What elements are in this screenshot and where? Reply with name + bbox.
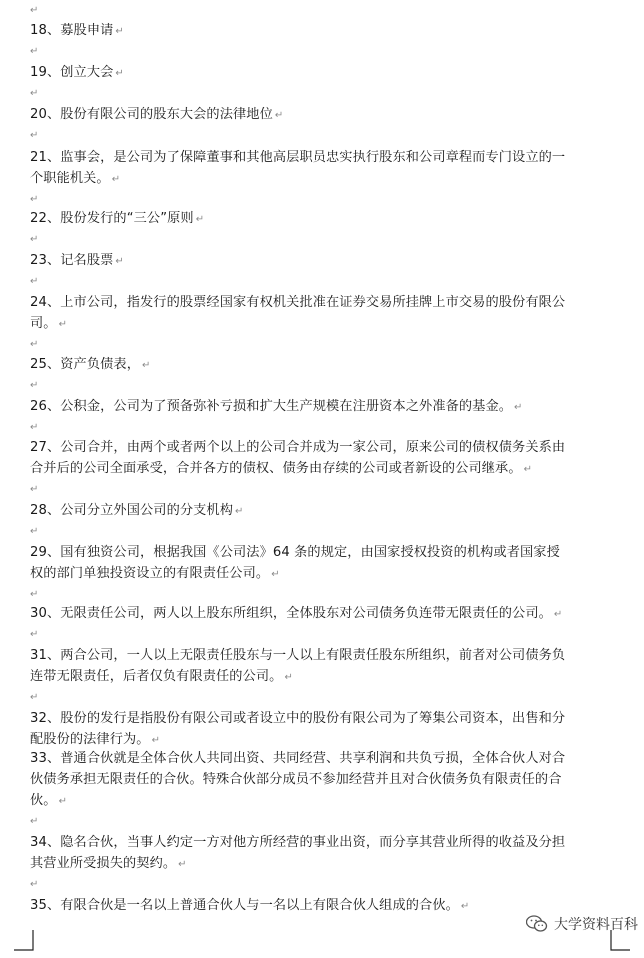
paragraph-mark: ↵ <box>284 672 293 683</box>
paragraph-mark: ↵ <box>30 422 39 433</box>
paragraph-mark: ↵ <box>30 879 39 890</box>
paragraph-mark: ↵ <box>30 526 39 537</box>
text-line: 19、创立大会 ↵ <box>30 65 124 80</box>
text-line: 20、股份有限公司的股东大会的法律地位 ↵ <box>30 107 284 122</box>
text-line: 18、募股申请 ↵ <box>30 23 124 38</box>
text-line: 22、股份发行的“三公”原则 ↵ <box>30 211 205 226</box>
text-line: 29、国有独资公司，根据我国《公司法》64 条的规定，由国家授权投资的机构或者国家授 <box>30 545 560 560</box>
text-line: 权的部门单独投资设立的有限责任公司。 ↵ <box>30 566 280 581</box>
paragraph-mark: ↵ <box>30 816 39 827</box>
text-line: 30、无限责任公司，两人以上股东所组织，全体股东对公司债务负连带无限责任的公司。 ↵ <box>30 606 563 621</box>
paragraph-mark: ↵ <box>58 319 68 330</box>
text-line: 司。 ↵ <box>30 316 68 331</box>
text-line: 31、两合公司，一人以上无限责任股东与一人以上有限责任股东所组织，前者对公司债务负 <box>30 648 566 663</box>
text-line: 25、资产负债表， ↵ <box>30 357 151 372</box>
paragraph-mark: ↵ <box>115 26 124 37</box>
paragraph-mark: ↵ <box>460 901 470 912</box>
page-corner-mark-left <box>14 930 34 954</box>
text-line: 连带无限责任，后者仅负有限责任的公司。 ↵ <box>30 669 293 684</box>
paragraph-mark: ↵ <box>30 194 39 205</box>
paragraph-mark: ↵ <box>151 735 161 746</box>
paragraph-mark: ↵ <box>115 256 124 267</box>
text-line: 21、监事会，是公司为了保障董事和其他高层职员忠实执行股东和公司章程而专门设立的一 <box>30 150 566 165</box>
paragraph-mark: ↵ <box>30 589 39 600</box>
paragraph-mark: ↵ <box>30 88 39 99</box>
paragraph-mark: ↵ <box>58 796 68 807</box>
paragraph-mark: ↵ <box>30 5 39 16</box>
paragraph-mark: ↵ <box>30 484 39 495</box>
paragraph-mark: ↵ <box>30 339 39 350</box>
paragraph-mark: ↵ <box>30 234 39 245</box>
text-line: 27、公司合并，由两个或者两个以上的公司合并成为一家公司，原来公司的债权债务关系由 <box>30 440 566 455</box>
text-line: 伙。 ↵ <box>30 793 68 808</box>
paragraph-mark: ↵ <box>274 110 284 121</box>
paragraph-mark: ↵ <box>271 569 280 580</box>
wechat-icon <box>526 915 548 933</box>
text-line: 合并后的公司全面承受，合并各方的债权、债务由存续的公司或者新设的公司继承。 ↵ <box>30 461 533 476</box>
paragraph-mark: ↵ <box>30 692 39 703</box>
paragraph-mark: ↵ <box>195 214 205 225</box>
text-line: 23、记名股票 ↵ <box>30 253 124 268</box>
paragraph-mark: ↵ <box>111 174 121 185</box>
paragraph-mark: ↵ <box>514 402 523 413</box>
watermark <box>526 914 638 934</box>
text-line: 35、有限合伙是一名以上普通合伙人与一名以上有限合伙人组成的合伙。 ↵ <box>30 898 470 913</box>
watermark-text: 大学资料百科 <box>554 917 638 933</box>
text-line: 34、隐名合伙，当事人约定一方对他方所经营的事业出资，而分享其营业所得的收益及分担 <box>30 835 566 850</box>
paragraph-mark: ↵ <box>30 276 39 287</box>
text-line: 32、股份的发行是指股份有限公司或者设立中的股份有限公司为了筹集公司资本，出售和分 <box>30 711 566 726</box>
text-line: 26、公积金，公司为了预备弥补亏损和扩大生产规模在注册资本之外准备的基金。 ↵ <box>30 399 523 414</box>
paragraph-mark: ↵ <box>235 506 244 517</box>
text-line: 24、上市公司，指发行的股票经国家有权机关批准在证券交易所挂牌上市交易的股份有限公 <box>30 295 566 310</box>
paragraph-mark: ↵ <box>115 68 124 79</box>
paragraph-mark: ↵ <box>30 46 39 57</box>
paragraph-mark: ↵ <box>30 130 39 141</box>
paragraph-mark: ↵ <box>30 629 39 640</box>
text-line: 其营业所受损失的契约。 ↵ <box>30 856 187 871</box>
text-line: 个职能机关。 ↵ <box>30 171 121 186</box>
text-line: 伙债务承担无限责任的合伙。特殊合伙部分成员不参加经营并且对合伙债务负有限责任的合 <box>30 772 562 787</box>
paragraph-mark: ↵ <box>553 609 563 620</box>
text-line: 33、普通合伙就是全体合伙人共同出资、共同经营、共享利润和共负亏损，全体合伙人对合 <box>30 751 566 766</box>
text-line: 28、公司分立外国公司的分支机构 ↵ <box>30 503 244 518</box>
paragraph-mark: ↵ <box>178 859 187 870</box>
paragraph-mark: ↵ <box>142 360 151 371</box>
paragraph-mark: ↵ <box>30 380 39 391</box>
text-line: 配股份的法律行为。 ↵ <box>30 732 161 747</box>
paragraph-mark: ↵ <box>523 464 533 475</box>
